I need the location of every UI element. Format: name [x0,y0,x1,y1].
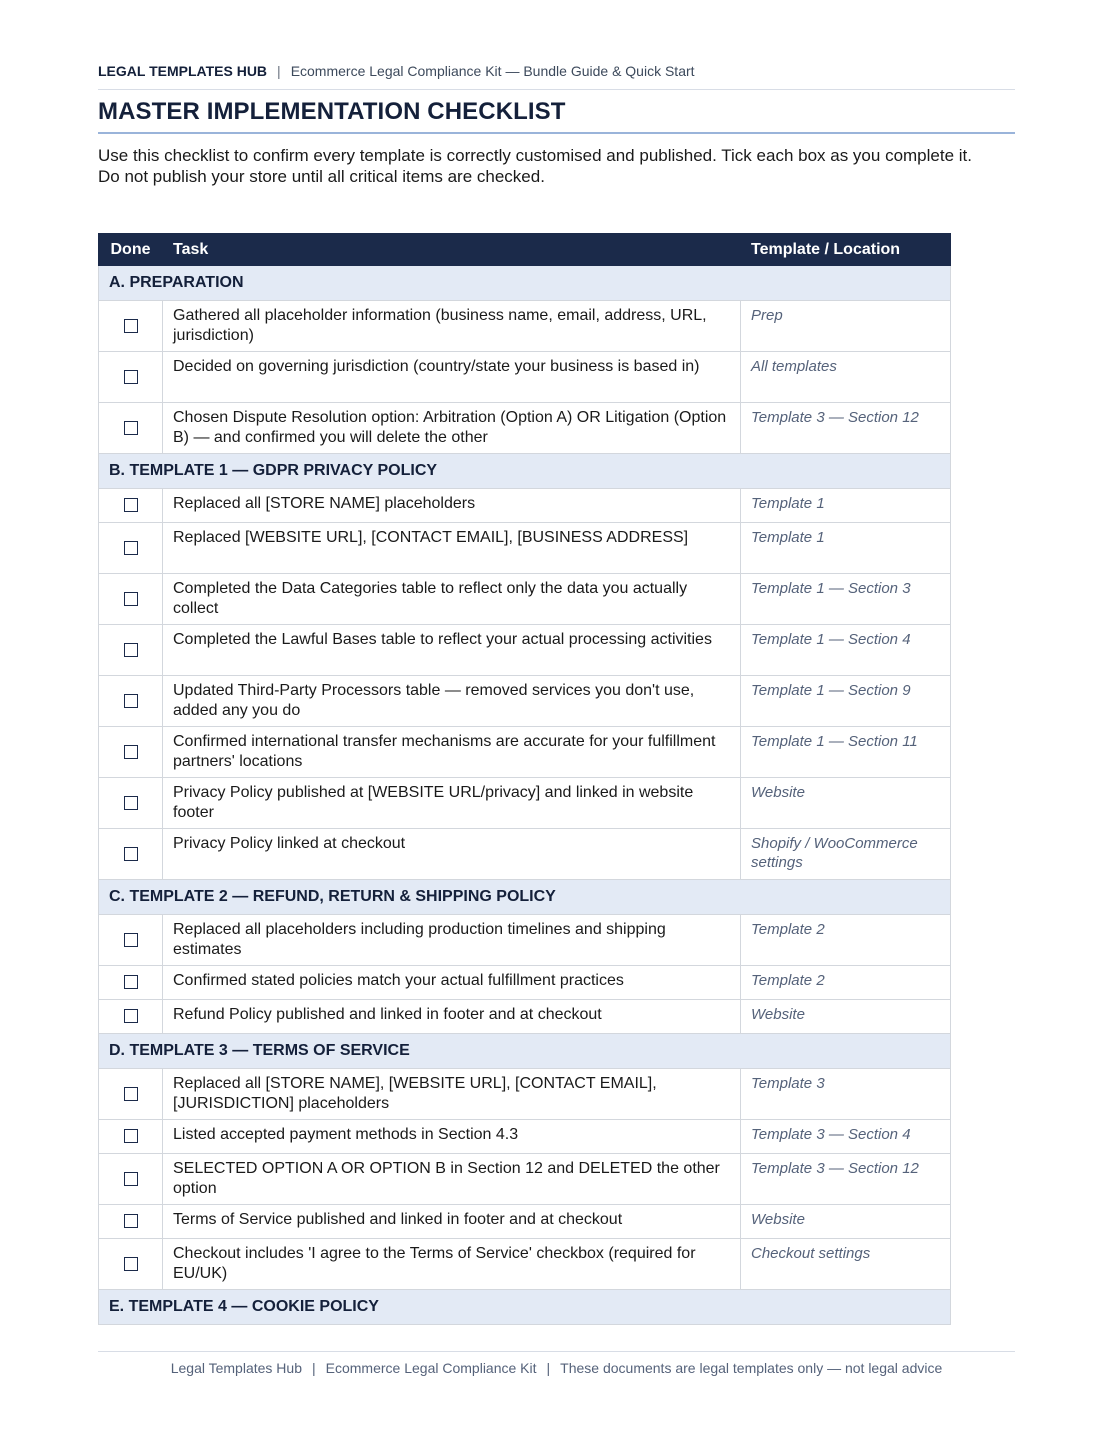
checkbox[interactable] [124,643,138,657]
location-cell: Template 1 — Section 9 [741,676,951,727]
section-title: C. TEMPLATE 2 — REFUND, RETURN & SHIPPING POLICY [99,880,951,915]
location-cell: Website [741,1205,951,1239]
done-cell [99,727,163,778]
location-cell: Template 2 [741,915,951,966]
page-title: MASTER IMPLEMENTATION CHECKLIST [98,96,1015,134]
location-cell: Template 3 — Section 4 [741,1120,951,1154]
done-cell [99,1120,163,1154]
section-header-template-4 [99,1290,951,1325]
checkbox[interactable] [124,1129,138,1143]
checkbox[interactable] [124,1009,138,1023]
task-cell: Replaced [WEBSITE URL], [CONTACT EMAIL], [BUSINESS ADDRESS] [163,523,741,574]
table-row [99,915,951,966]
table-row [99,523,951,574]
task-cell: Confirmed international transfer mechanisms are accurate for your fulfillment partners' locations [163,727,741,778]
task-cell: Privacy Policy published at [WEBSITE URL/privacy] and linked in website footer [163,778,741,829]
checkbox[interactable] [124,592,138,606]
checkbox[interactable] [124,847,138,861]
table-row [99,489,951,523]
table-row [99,1000,951,1034]
location-cell: Template 1 — Section 4 [741,625,951,676]
task-cell: Confirmed stated policies match your actual fulfillment practices [163,966,741,1000]
footer-kit-name: Ecommerce Legal Compliance Kit [325,1360,537,1376]
footer-separator: | [312,1360,316,1376]
location-cell: All templates [741,352,951,403]
footer-brand: Legal Templates Hub [170,1360,302,1376]
checkbox[interactable] [124,975,138,989]
checkbox[interactable] [124,745,138,759]
task-cell: Checkout includes 'I agree to the Terms of Service' checkbox (required for EU/UK) [163,1239,741,1290]
done-cell [99,966,163,1000]
location-cell: Template 2 [741,966,951,1000]
section-title: B. TEMPLATE 1 — GDPR PRIVACY POLICY [99,454,951,489]
task-cell: Replaced all [STORE NAME] placeholders [163,489,741,523]
column-header-location: Template / Location [741,234,951,266]
section-header-template-2 [99,880,951,915]
task-cell: Chosen Dispute Resolution option: Arbitration (Option A) OR Litigation (Option B) — and confirmed you will delete the other [163,403,741,454]
intro-line-2: Do not publish your store until all critical items are checked. [98,167,545,186]
checkbox[interactable] [124,319,138,333]
checkbox[interactable] [124,1087,138,1101]
done-cell [99,523,163,574]
table-row [99,1069,951,1120]
task-cell: Gathered all placeholder information (business name, email, address, URL, jurisdiction) [163,301,741,352]
table-row [99,403,951,454]
location-cell: Prep [741,301,951,352]
table-row [99,1120,951,1154]
location-cell: Template 3 — Section 12 [741,1154,951,1205]
header-separator: | [277,63,281,79]
footer-separator: | [546,1360,551,1376]
checkbox[interactable] [124,421,138,435]
intro-text [98,145,1028,187]
done-cell [99,403,163,454]
task-cell: Replaced all [STORE NAME], [WEBSITE URL], [CONTACT EMAIL], [JURISDICTION] placeholders [163,1069,741,1120]
task-cell: Listed accepted payment methods in Section 4.3 [163,1120,741,1154]
header-subtitle: Ecommerce Legal Compliance Kit — Bundle Guide & Quick Start [290,63,695,79]
table-row [99,301,951,352]
task-cell: Completed the Data Categories table to reflect only the data you actually collect [163,574,741,625]
column-header-done: Done [99,234,163,266]
done-cell [99,829,163,880]
table-row [99,1154,951,1205]
table-header-row [99,234,951,266]
section-title: E. TEMPLATE 4 — COOKIE POLICY [99,1290,951,1325]
task-cell: Replaced all placeholders including production timelines and shipping estimates [163,915,741,966]
location-cell: Website [741,1000,951,1034]
table-row [99,829,951,880]
checkbox[interactable] [124,694,138,708]
location-cell: Template 3 [741,1069,951,1120]
checklist-table [98,233,951,1325]
done-cell [99,625,163,676]
location-cell: Template 1 — Section 3 [741,574,951,625]
done-cell [99,301,163,352]
column-header-task: Task [163,234,741,266]
checkbox[interactable] [124,1257,138,1271]
done-cell [99,489,163,523]
done-cell [99,1069,163,1120]
checkbox[interactable] [124,1172,138,1186]
done-cell [99,1000,163,1034]
checkbox[interactable] [124,541,138,555]
section-title: A. PREPARATION [99,266,951,301]
running-header [98,63,1015,90]
location-cell: Template 3 — Section 12 [741,403,951,454]
task-cell: Decided on governing jurisdiction (country/state your business is based in) [163,352,741,403]
task-cell: Refund Policy published and linked in footer and at checkout [163,1000,741,1034]
checkbox[interactable] [124,933,138,947]
section-header-template-3 [99,1034,951,1069]
page-footer [98,1351,1015,1386]
done-cell [99,676,163,727]
footer-disclaimer: These documents are legal templates only — not legal advice [560,1360,943,1376]
done-cell [99,1154,163,1205]
table-row [99,625,951,676]
table-row [99,778,951,829]
table-row [99,727,951,778]
table-row [99,676,951,727]
location-cell: Template 1 — Section 11 [741,727,951,778]
section-header-preparation [99,266,951,301]
done-cell [99,1239,163,1290]
task-cell: SELECTED OPTION A OR OPTION B in Section 12 and DELETED the other option [163,1154,741,1205]
table-row [99,1205,951,1239]
checkbox[interactable] [124,370,138,384]
task-cell: Updated Third-Party Processors table — removed services you don't use, added any you do [163,676,741,727]
location-cell: Template 1 [741,523,951,574]
checkbox[interactable] [124,1214,138,1228]
table-row [99,966,951,1000]
done-cell [99,1205,163,1239]
done-cell [99,778,163,829]
table-row [99,352,951,403]
done-cell [99,915,163,966]
location-cell: Checkout settings [741,1239,951,1290]
task-cell: Completed the Lawful Bases table to reflect your actual processing activities [163,625,741,676]
section-title: D. TEMPLATE 3 — TERMS OF SERVICE [99,1034,951,1069]
task-cell: Terms of Service published and linked in footer and at checkout [163,1205,741,1239]
checkbox[interactable] [124,796,138,810]
task-cell: Privacy Policy linked at checkout [163,829,741,880]
location-cell: Shopify / WooCommerce settings [741,829,951,880]
section-header-template-1 [99,454,951,489]
done-cell [99,574,163,625]
location-cell: Website [741,778,951,829]
table-row [99,574,951,625]
table-row [99,1239,951,1290]
done-cell [99,352,163,403]
intro-line-1: Use this checklist to confirm every template is correctly customised and published. Tick each box as you complete it. [98,146,972,165]
checkbox[interactable] [124,498,138,512]
location-cell: Template 1 [741,489,951,523]
header-brand: LEGAL TEMPLATES HUB [98,63,268,79]
